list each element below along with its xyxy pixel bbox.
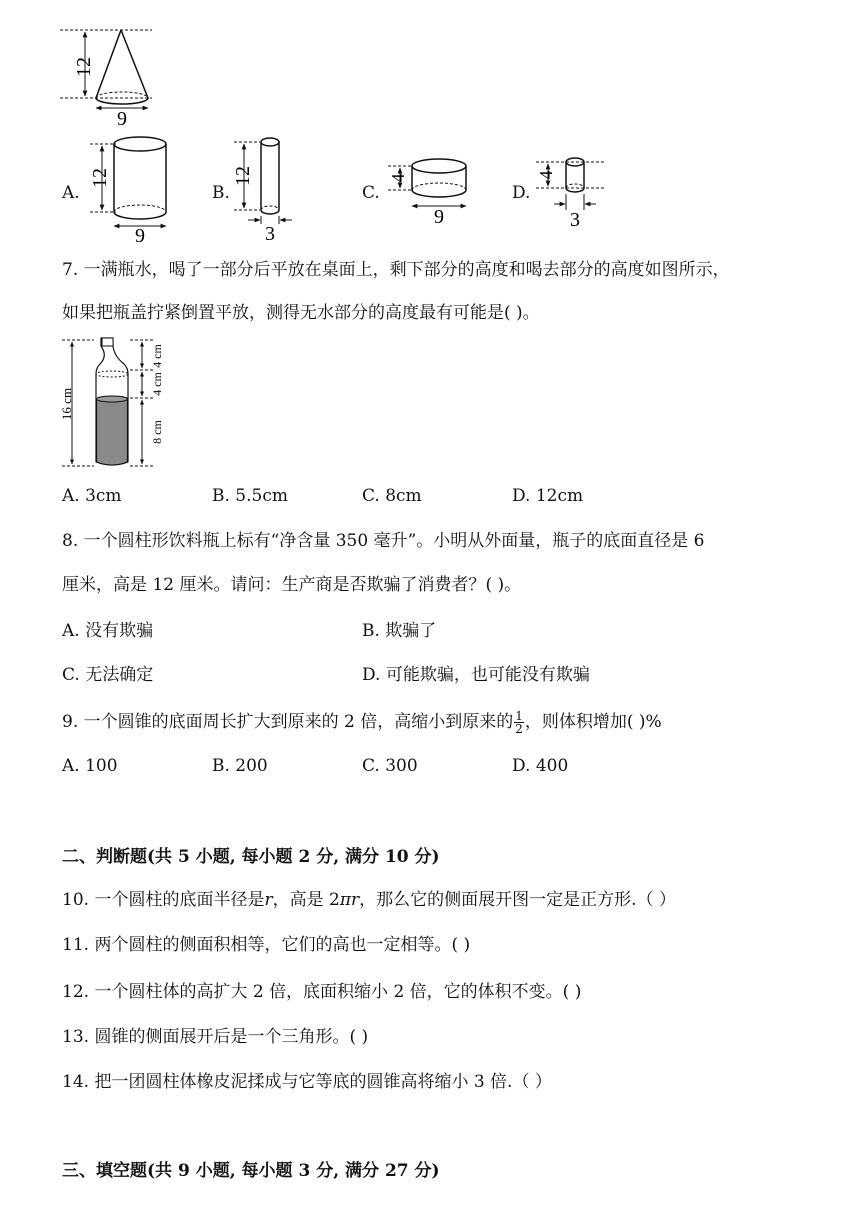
q10-r: r [264, 890, 273, 910]
q10-after: ，那么它的侧面展开图一定是正方形.（ ） [359, 890, 676, 910]
q6-option-d-cylinder [530, 150, 620, 230]
q6-b-height: 12 [232, 166, 254, 186]
bottle-figure [58, 334, 168, 474]
q6-option-a-cylinder [82, 134, 182, 244]
q7-text-line1: 7. 一满瓶水，喝了一部分后平放在桌面上，剩下部分的高度和喝去部分的高度如图所示， [62, 260, 730, 280]
q6-option-c-cylinder [382, 150, 482, 230]
q9-option-a: A. 100 [62, 756, 118, 776]
section3-title: 三、填空题(共 9 小题, 每小题 3 分, 满分 27 分) [62, 1161, 440, 1181]
section2-title: 二、判断题(共 5 小题, 每小题 2 分, 满分 10 分) [62, 847, 440, 867]
q7-option-b: B. 5.5cm [212, 486, 288, 506]
q6-option-b-cylinder [230, 134, 300, 244]
q14-text: 14. 把一团圆柱体橡皮泥揉成与它等底的圆锥高将缩小 3 倍.（ ） [62, 1072, 552, 1092]
q8-text-line1: 8. 一个圆柱形饮料瓶上标有“净含量 350 毫升”。小明从外面量，瓶子的底面直径是 6 [62, 531, 705, 551]
q11-text: 11. 两个圆柱的侧面积相等，它们的高也一定相等。( ) [62, 935, 471, 955]
q6-d-diameter: 3 [570, 209, 580, 230]
q9-fraction [514, 710, 524, 735]
q9-text-before: 9. 一个圆锥的底面周长扩大到原来的 2 倍，高缩小到原来的 [62, 712, 514, 732]
q7-option-c: C. 8cm [362, 486, 422, 506]
q9-frac-num: 1 [515, 709, 523, 723]
q6-c-height: 4 [388, 173, 408, 183]
q9-frac-den: 2 [515, 722, 523, 736]
q6-a-height: 12 [89, 168, 111, 188]
q8-option-d: D. 可能欺骗，也可能没有欺骗 [362, 665, 590, 685]
q10-pir: πr [339, 890, 360, 910]
bottle-top-label: 4 cm [150, 344, 164, 368]
q9-option-c: C. 300 [362, 756, 418, 776]
q6-c-diameter: 9 [434, 206, 444, 228]
q8-text-line2: 厘米，高是 12 厘米。请问：生产商是否欺骗了消费者？( )。 [62, 575, 522, 595]
q10-mid: ，高是 2 [272, 890, 340, 910]
q7-option-d: D. 12cm [512, 486, 584, 506]
q13-text: 13. 圆锥的侧面展开后是一个三角形。( ) [62, 1027, 369, 1047]
bottle-mid-label: 4 cm [150, 372, 164, 396]
q7-option-a: A. 3cm [62, 486, 122, 506]
q6-b-diameter: 3 [265, 223, 275, 244]
q9-option-d: D. 400 [512, 756, 569, 776]
q6-option-b-label: B. [212, 183, 230, 203]
bottle-water-label: 8 cm [150, 420, 164, 444]
q6-a-diameter: 9 [135, 225, 145, 244]
bottle-total-label: 16 cm [59, 387, 74, 421]
q9-option-b: B. 200 [212, 756, 268, 776]
q8-option-c: C. 无法确定 [62, 665, 154, 685]
q12-text: 12. 一个圆柱体的高扩大 2 倍，底面积缩小 2 倍，它的体积不变。( ) [62, 982, 582, 1002]
q6-option-a-label: A. [62, 183, 80, 203]
q10-text [62, 889, 676, 911]
cone-figure [60, 22, 160, 127]
q6-option-d-label: D. [512, 183, 531, 203]
q8-option-a: A. 没有欺骗 [62, 621, 154, 641]
q9-text-after: ，则体积增加( )% [524, 712, 662, 732]
q6-option-c-label: C. [362, 183, 380, 203]
q7-text-line2: 如果把瓶盖拧紧倒置平放，测得无水部分的高度最有可能是( )。 [62, 303, 540, 323]
cone-height-label: 12 [73, 57, 95, 77]
cone-diameter-label: 9 [117, 108, 127, 127]
q8-option-b: B. 欺骗了 [362, 621, 437, 641]
q9-text [62, 710, 662, 735]
q6-d-height: 4 [536, 170, 556, 180]
q10-before: 10. 一个圆柱的底面半径是 [62, 890, 265, 910]
